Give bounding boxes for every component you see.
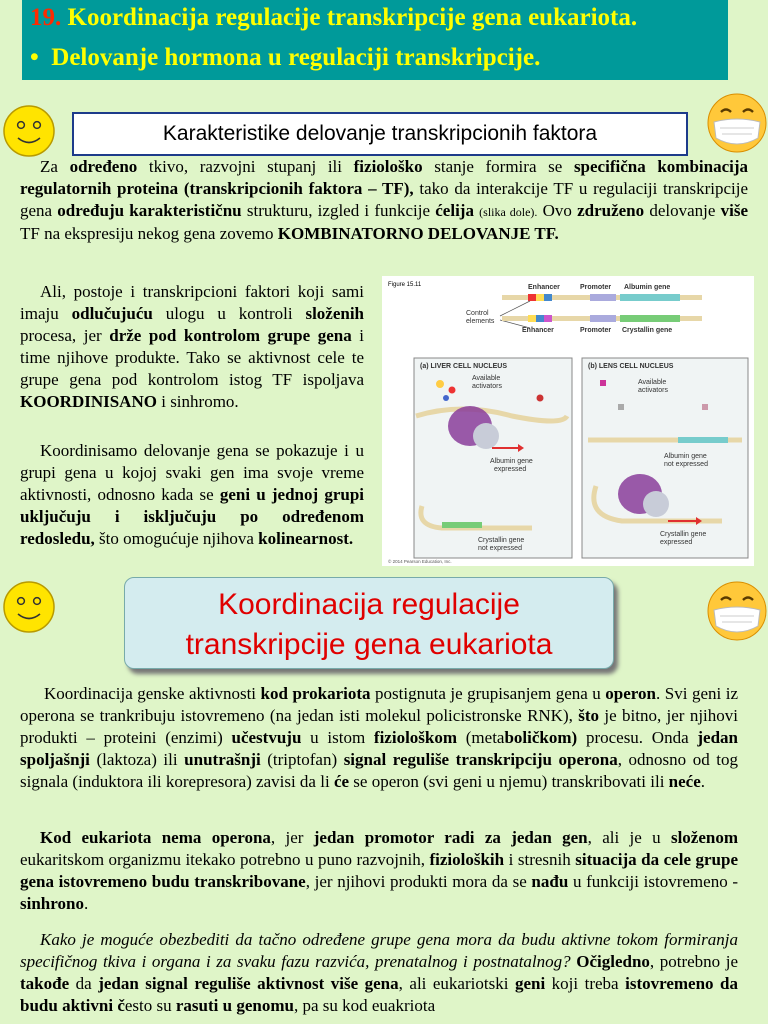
paragraph-prokaryotes: Koordinacija genske aktivnosti kod prokariota postignuta je grupisanjem gena u operon. Svi geni iz operona se trankribuju istovremeno (na jedan isti molekul policistronske RNK), što je bitno, jer njihovi produkti – proteini (enzimi) učestvuju u istom fiziološkom (metaboličkom) procesu. Onda jedan spoljašnji (laktoza) ili unutrašnji (triptofan) signal reguliše transkripciju operona, odnosno od tog signala (induktora ili korepresora) zavisi da li će se operon (svi geni u njemu) transkribovati ili neće. xyxy=(20,684,739,791)
paragraph-combinatorial: Za određeno tkivo, razvojni stupanj ili fiziološko stanje formira se specifična kombinacija regulatornih proteina (transkripcionih faktora – TF), tako da interakcije TF u regulaciji transkripcije gena određuju karakterističnu strukturu, izgled i funkcije ćelija (slika dole). Ovo združeno delovanje više TF na ekspresiju nekog gena zovemo KOMBINATORNO DELOVANJE TF. xyxy=(20,157,749,243)
liver-available: Available activators xyxy=(472,375,502,390)
crystallin-gene-label: Crystallin gene xyxy=(622,327,673,334)
section-number: 19. xyxy=(30,4,62,31)
lens-available: Available activators xyxy=(638,379,668,394)
paragraph-question: Kako je moguće obezbediti da tačno određene grupe gena mora da budu aktivne tokom formiranja specifičnog tkiva i organa i za svaku fazu razvića, prenatalnog i postnatalnog? Očigledno, potrebno je takođe da jedan signal reguliše aktivnost više gena, ali eukariotski geni koji treba istovremeno da budu aktivni često su rasuti u genomu, pa su kod euakriota xyxy=(20,930,739,1015)
paragraph-colinearity: Koordinisamo delovanje gena se pokazuje i u grupi gena u kojoj svaki gen ima svoje vreme aktivnosti, odnosno kada se geni u jednoj grupi uključuju i isključuju po određenom redosledu, što omogućuje njihova kolinearnost. xyxy=(20,441,365,548)
enhancer-label-2: Enhancer xyxy=(522,327,554,334)
section2-title-line2: transkripcije gena eukariota xyxy=(185,628,553,661)
albumin-expressed-label: Albumin gene expressed xyxy=(490,458,533,473)
bullet: • xyxy=(30,44,39,71)
promoter-label-2: Promoter xyxy=(580,327,612,334)
paragraph-eukaryotes: Kod eukariota nema operona, jer jedan promotor radi za jedan gen, ali je u složenom eukaritskom organizmu itekako potrebno u puno razvojnih, fizioloških i stresnih situacija da cele grupe gena istovremeno budu transkribovane, jer njihovi produkti mora da se nađu u funkciji istovremeno - sinhrono. xyxy=(20,828,739,913)
lens-title: (b) LENS CELL NUCLEUS xyxy=(588,363,674,370)
smiley-face-icon xyxy=(2,580,56,634)
header-subtitle: Delovanje hormona u regulaciji transkripcije. xyxy=(51,44,541,71)
crystallin-expressed-label: Crystallin gene expressed xyxy=(660,531,707,546)
section-title-box-2 xyxy=(124,577,614,669)
albumin-gene-label: Albumin gene xyxy=(624,284,671,291)
copyright: © 2014 Pearson Education, Inc. xyxy=(388,559,452,564)
paragraph-coordinated: Ali, postoje i transkripcioni faktori koji sami imaju odlučujuću ulogu u kontroli složenih procesa, jer drže pod kontrolom grupe gena i time njihove produkte. Tako se aktivnost cele te grupe gena pod kontrolom istog TF ispoljava KOORDINISANO i sinhromo. xyxy=(20,282,365,411)
enhancer-label: Enhancer xyxy=(528,284,560,291)
header-banner xyxy=(22,0,728,80)
section-title-box xyxy=(72,112,688,156)
control-elements-label: Control elements xyxy=(466,310,495,325)
face-with-medical-mask-icon xyxy=(706,580,768,642)
face-with-medical-mask-icon xyxy=(706,92,768,154)
section2-title-line1: Koordinacija regulacije xyxy=(218,588,520,621)
figure-label: Figure 15.11 xyxy=(388,282,422,288)
crystallin-not-expressed-label: Crystallin gene not expressed xyxy=(478,537,525,552)
figure-gene-regulation xyxy=(382,276,754,566)
promoter-label: Promoter xyxy=(580,284,612,291)
section-title: Karakteristike delovanje transkripcionih faktora xyxy=(162,122,598,145)
header-title: Koordinacija regulacije transkripcije gena eukariota. xyxy=(67,4,638,31)
header-subtitle-line xyxy=(30,44,540,72)
smiley-face-icon xyxy=(2,104,56,158)
albumin-not-expressed-label: Albumin gene not expressed xyxy=(664,453,708,468)
liver-title: (a) LIVER CELL NUCLEUS xyxy=(420,363,507,370)
header-title-line xyxy=(30,4,637,32)
